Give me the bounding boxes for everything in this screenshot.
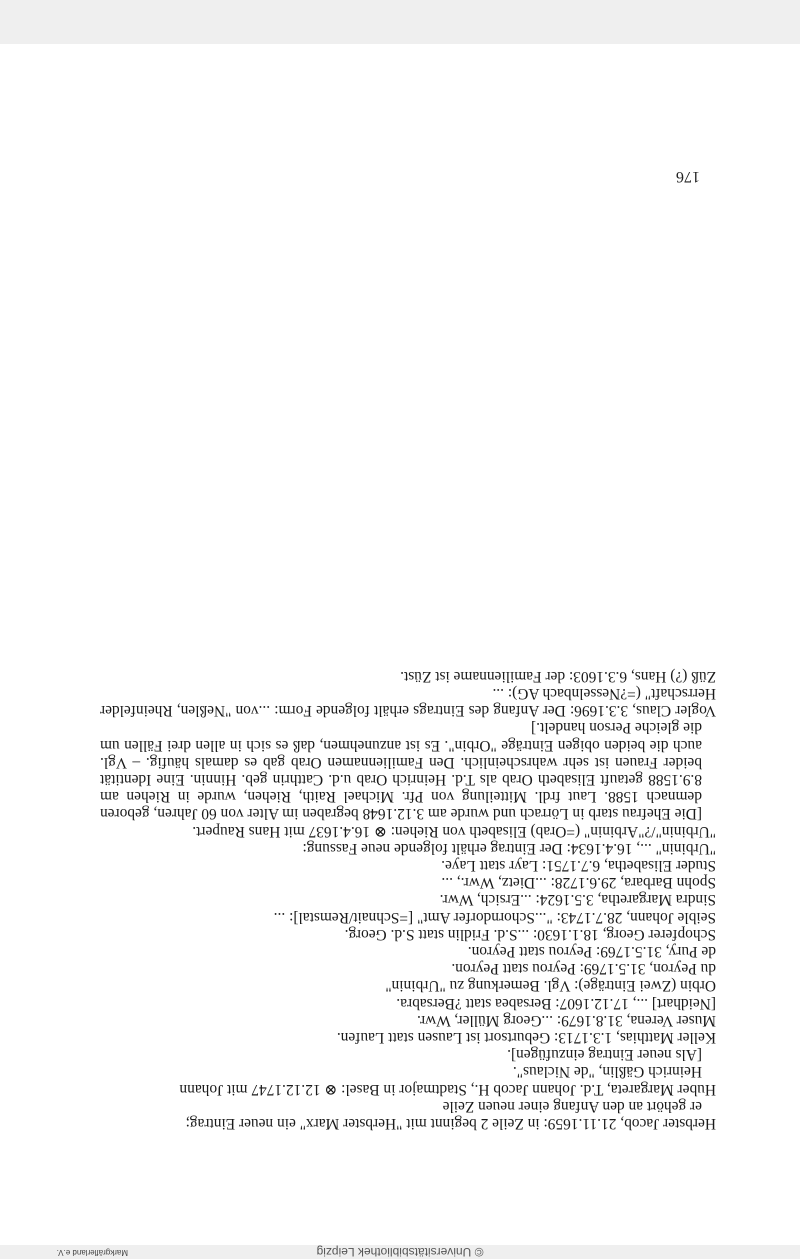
entry-sindra: Sindra Margaretha, 3.5.1624: ...Ersich, Wwr.: [439, 891, 716, 909]
entry-herbster: Herbster Jacob, 21.11.1659: in Zeile 2 beginnt mit "Herbster Marx" ein neuer Eintrag;: [185, 1115, 716, 1132]
footer-bar: [0, 0, 800, 44]
entry-de-pury: de Pury, 31.5.1769: Peyrou statt Peyron.: [467, 942, 716, 960]
entry-muser: Muser Verena, 31.8.1679: ...Georg Müller, Wwr.: [416, 1011, 716, 1029]
header-society: Markgräflerland e.V.: [56, 1248, 128, 1257]
entry-schopferer: Schopferer Georg, 18.1.1630: ...S.d. Fridlin statt S.d. Georg.: [344, 925, 716, 943]
entry-seible: Seible Johann, 28.7.1743: "...Schorndorfer Amt" [=Schnait/Remstal]: ...: [273, 908, 716, 926]
entry-huber-cont: Heinrich Gäßlin, "de Niclaus".: [512, 1063, 702, 1081]
errata-text: [100, 668, 716, 1132]
header-copyright: © Universitätsbibliothek Leipzig: [316, 1245, 484, 1259]
entry-studer: Studer Elisabetha, 6.7.1751: Layr statt Laye.: [441, 856, 716, 874]
entry-vogler: Vogler Claus, 3.3.1696: Der Anfang des Eintrags erhält folgende Form: ...von "Neßlen, Rheinfelder Herrschaft" (=?Nesselnbach AG): ...: [100, 684, 716, 720]
entry-huber-note: [Als neuer Eintrag einzufügen].: [507, 1046, 702, 1064]
entry-urbinin: "Urbinin" ..., 16.4.1634: Der Eintrag erhält folgende neue Fassung:: [302, 839, 716, 857]
entry-spohn: Spohn Barbara, 29.6.1728: ...Dietz, Wwr., ...: [441, 874, 716, 892]
page-number: 176: [676, 168, 700, 185]
entry-zuess: Züß (?) Hans, 6.3.1603: der Familienname ist Züst.: [400, 667, 716, 685]
header-bar: [0, 1245, 800, 1259]
entry-urbinin-note: [Die Ehefrau starb in Lörrach und wurde am 3.12.1648 begraben im Alter von 60 Jahren, geboren demnach 1588. Laut frdl. Mitteilung von Pfr. Michael Raith, Riehen, wurde in Riehen am 8.9.1588 getauft Elisabeth Orab als T.d. Heinrich Orab u.d. Catthrin geb. Hinnin. Eine Identität beider Frauen ist sehr wahrscheinlich. Den Familiennamen Orab gab es damals häufig. – Vgl. auch die beiden obigen Einträge "Orbin". Es ist anzunehmen, daß es sich in allen drei Fällen um die gleiche Person handelt.]: [100, 719, 702, 823]
entry-herbster-cont: er gehört an den Anfang einer neuen Zeile: [442, 1097, 702, 1115]
entry-huber: Huber Margareta, T.d. Johann Jacob H., Stadtmajor in Basel: ⊗ 12.12.1747 mit Johann: [179, 1080, 716, 1098]
entry-keller: Keller Matthias, 1.3.1713: Geburtsort ist Lausen statt Laufen.: [336, 1028, 716, 1046]
entry-urbinin-new: "Urbinin"/?"Arbinin" (=Orab) Elisabeth von Riehen: ⊗ 16.4.1637 mit Hans Raupert.: [192, 822, 716, 840]
entry-neidhart: [Neidhart] ..., 17.12.1607: Bersabea statt ?Bersabra.: [396, 994, 716, 1012]
entry-orbin: Orbin (Zwei Einträge): Vgl. Bemerkung zu "Urbinin": [385, 977, 716, 995]
entry-du-peyron: du Peyron, 31.5.1769: Peyrou statt Peyron.: [451, 960, 716, 978]
